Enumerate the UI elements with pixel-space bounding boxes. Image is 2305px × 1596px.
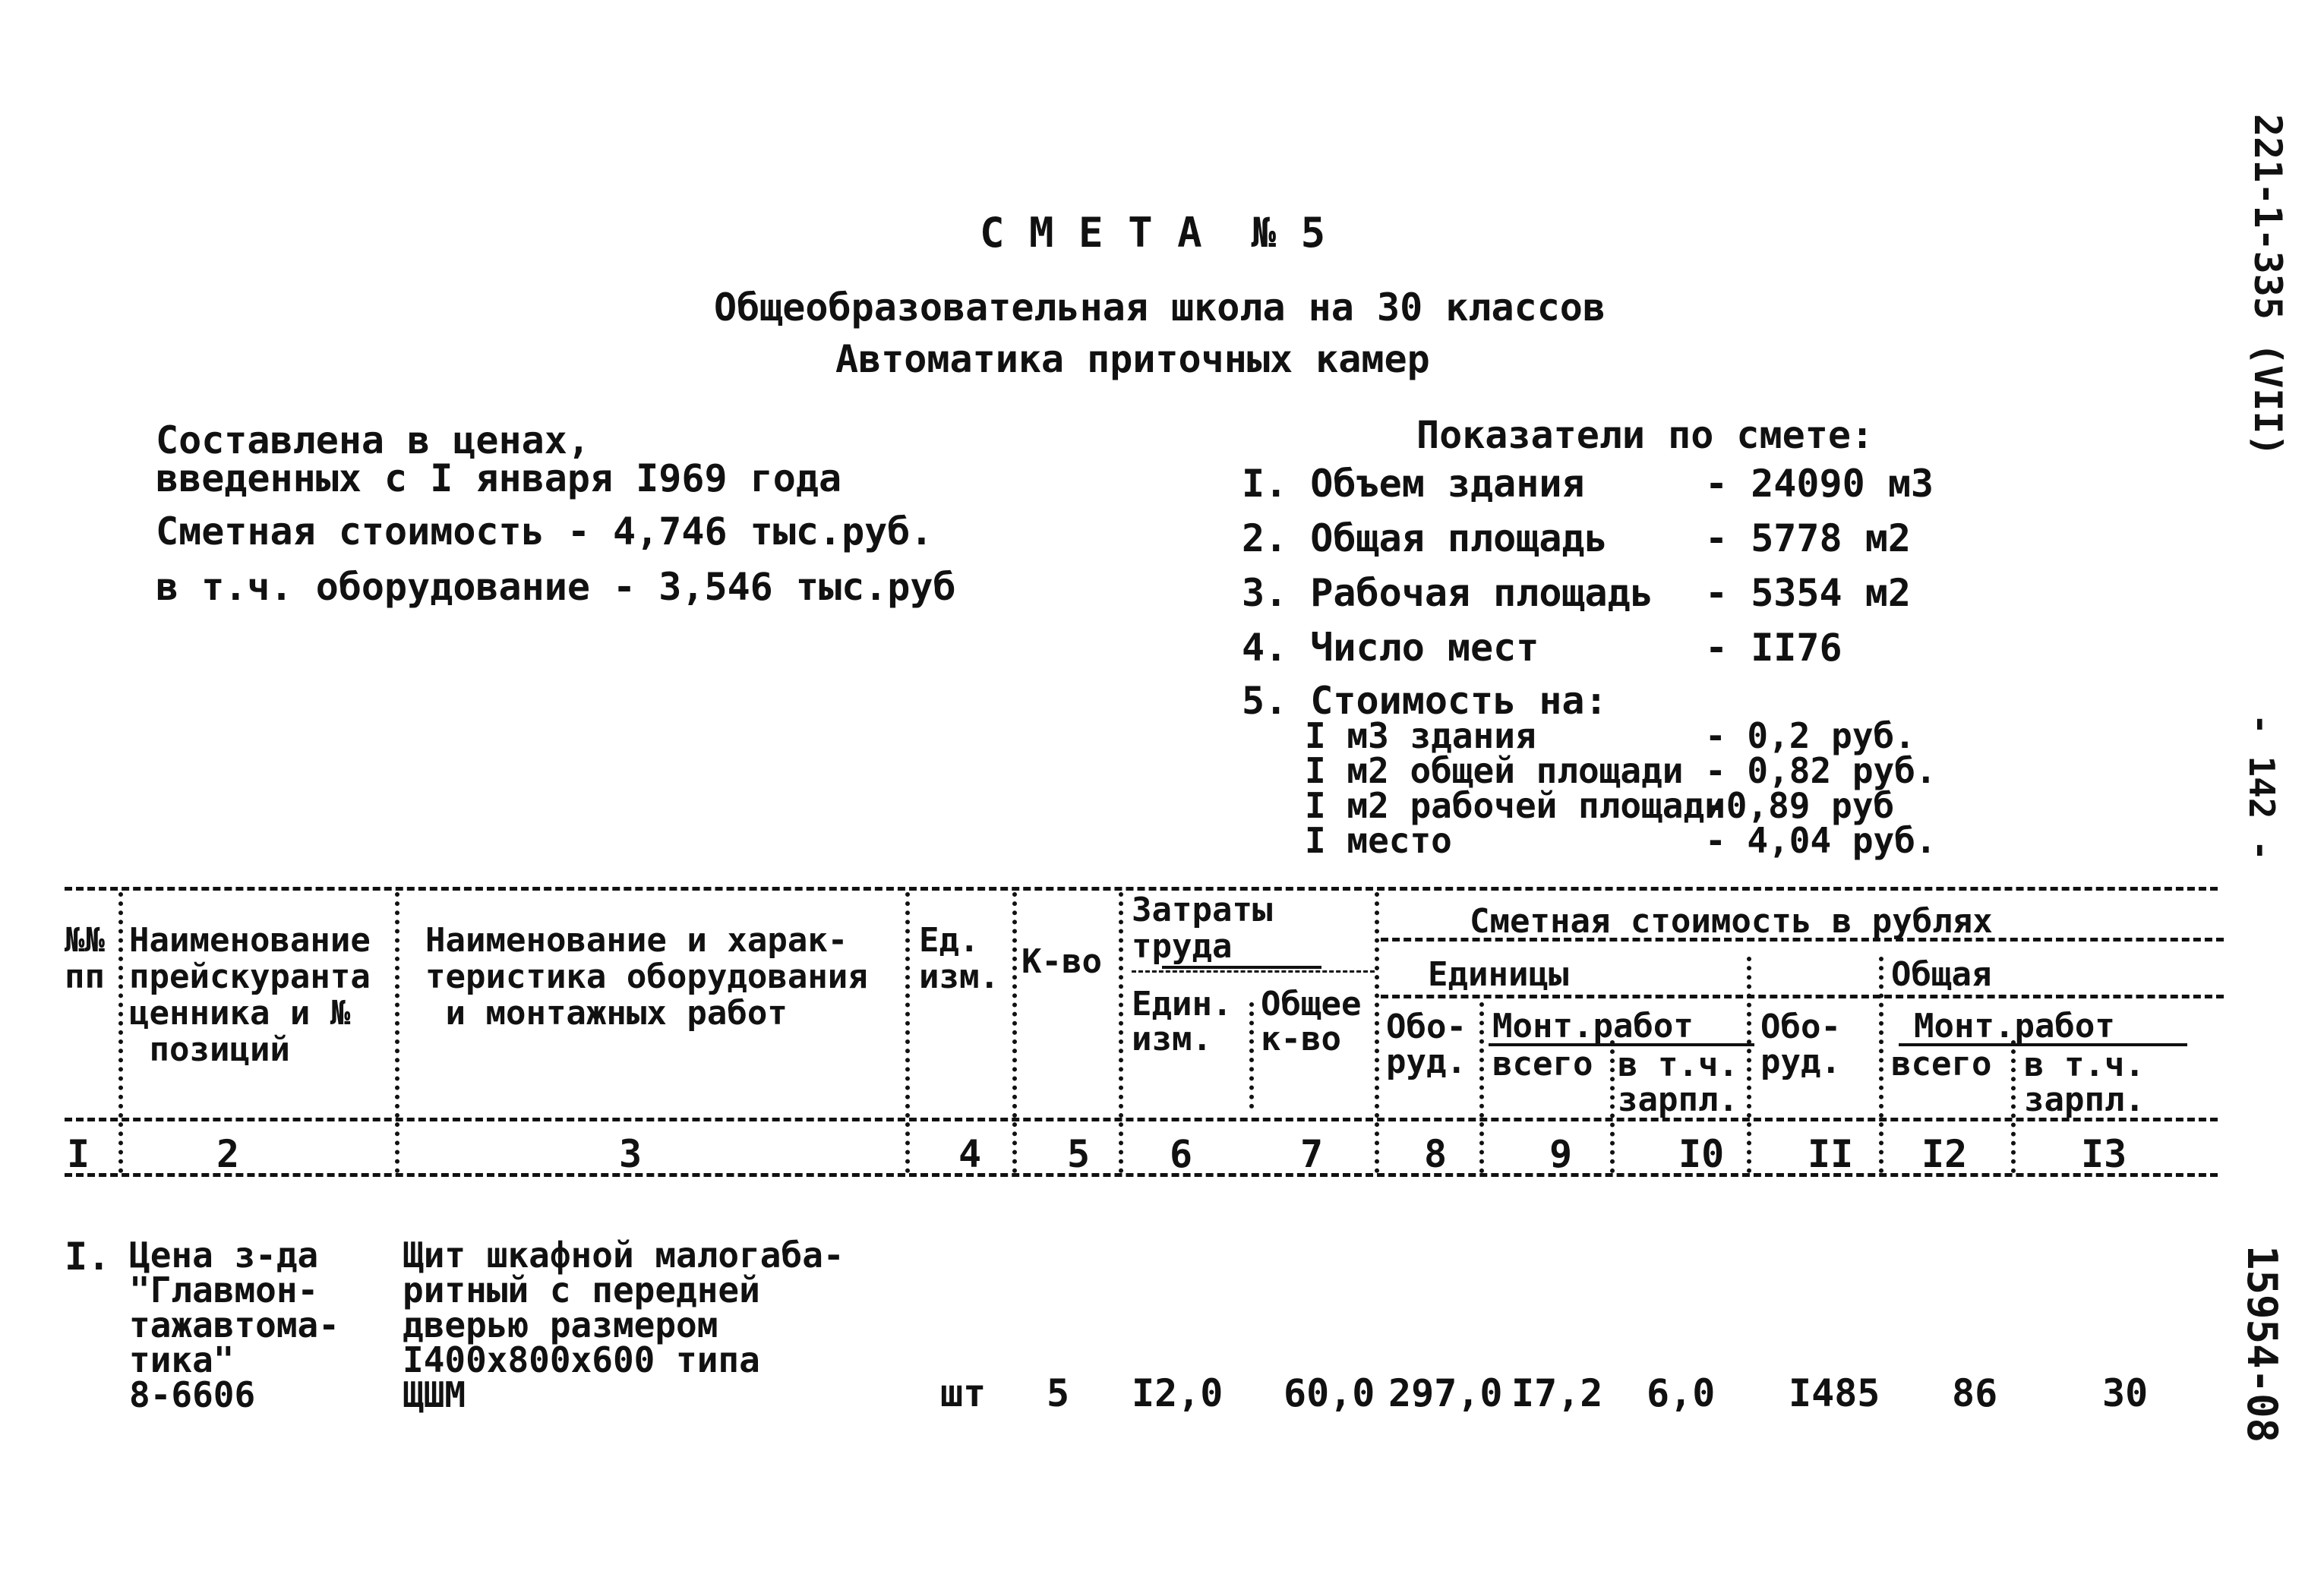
column-separator xyxy=(1610,1040,1615,1173)
indicator-value: - 5354 м2 xyxy=(1705,571,1911,615)
cost-per-value: -0,89 руб xyxy=(1705,785,1895,826)
row-mount-all-total: 86 xyxy=(1952,1371,1998,1415)
column-separator xyxy=(1479,1002,1484,1173)
units-group-rule xyxy=(1381,995,2224,998)
indicator-label: 3. Рабочая площадь xyxy=(1242,571,1653,615)
header-description: Наименование и харак- теристика оборудования и монтажных работ xyxy=(425,921,868,1033)
column-number: 4 xyxy=(958,1132,982,1176)
table-numbers-rule xyxy=(65,1173,2218,1177)
row-labor-total: 60,0 xyxy=(1284,1371,1375,1415)
column-separator xyxy=(1375,892,1379,1173)
cost-per-title: 5. Стоимость на: xyxy=(1242,679,1608,723)
header-total-group: Общая xyxy=(1891,955,1992,994)
indicators-title: Показатели по смете: xyxy=(1416,413,1874,457)
row-mount-wage-unit: 6,0 xyxy=(1647,1371,1716,1415)
column-separator xyxy=(395,892,399,1173)
cost-per-label: I м3 здания xyxy=(1305,715,1536,756)
column-number: 9 xyxy=(1549,1132,1573,1176)
row-equip-unit: 297,0 xyxy=(1388,1371,1503,1415)
header-mount-total: Монт.работ xyxy=(1914,1007,2115,1046)
table-header-rule xyxy=(65,1118,2218,1121)
column-number: 5 xyxy=(1067,1132,1091,1176)
indicator-value: - II76 xyxy=(1705,626,1842,670)
header-equip-unit: Обо- руд. xyxy=(1386,1008,1467,1081)
column-separator xyxy=(905,892,910,1173)
indicator-value: - 5778 м2 xyxy=(1705,516,1911,560)
column-number: 2 xyxy=(216,1132,240,1176)
row-quantity: 5 xyxy=(1047,1371,1070,1415)
header-equip-total: Обо- руд. xyxy=(1760,1008,1841,1081)
row-unit: шт xyxy=(940,1371,987,1415)
column-separator xyxy=(1879,957,1883,1173)
column-separator xyxy=(2011,1040,2016,1173)
column-separator xyxy=(1012,892,1017,1173)
column-number: I xyxy=(67,1132,90,1176)
column-number: I3 xyxy=(2081,1132,2127,1176)
header-cost-group: Сметная стоимость в рублях xyxy=(1470,902,1993,941)
column-number: 7 xyxy=(1300,1132,1324,1176)
prices-line-2: введенных с I января I969 года xyxy=(156,456,842,500)
cost-per-value: - 0,82 руб. xyxy=(1705,750,1937,791)
column-number: I0 xyxy=(1678,1132,1725,1176)
row-labor-unit: I2,0 xyxy=(1132,1371,1224,1415)
column-separator xyxy=(1249,1002,1254,1109)
header-all-total: всего xyxy=(1891,1045,1992,1083)
estimate-subject: Автоматика приточных камер xyxy=(835,337,1430,381)
object-name: Общеобразовательная школа на 30 классов xyxy=(714,285,1606,330)
cost-per-label: I м2 общей площади xyxy=(1305,750,1684,791)
header-unit-group: Единицы xyxy=(1428,955,1569,994)
prices-line-1: Составлена в ценах, xyxy=(156,418,590,462)
column-separator xyxy=(1747,957,1751,1173)
row-mount-wage-total: 30 xyxy=(2102,1371,2149,1415)
labor-underline xyxy=(1162,966,1321,969)
equipment-cost: в т.ч. оборудование - 3,546 тыс.руб xyxy=(156,565,956,609)
column-separator xyxy=(118,892,123,1173)
cost-per-label: I место xyxy=(1305,820,1452,861)
header-quantity: К-во xyxy=(1021,942,1102,981)
row-equip-total: I485 xyxy=(1789,1371,1880,1415)
column-number: 3 xyxy=(619,1132,643,1176)
header-row-number: №№ пп xyxy=(65,921,105,996)
cost-per-value: - 0,2 руб. xyxy=(1705,715,1915,756)
margin-code-bottom: 15954-08 xyxy=(2238,1245,2286,1443)
indicator-label: I. Объем здания xyxy=(1242,462,1585,506)
estimated-cost: Сметная стоимость - 4,746 тыс.руб. xyxy=(156,509,933,554)
column-number: II xyxy=(1808,1132,1854,1176)
header-wage-total: в т.ч. зарпл. xyxy=(2024,1046,2145,1119)
page-number: - 142 - xyxy=(2241,714,2282,861)
header-all-unit: всего xyxy=(1492,1045,1593,1083)
indicator-value: - 24090 м3 xyxy=(1705,462,1934,506)
header-labor-total: Общее к-во xyxy=(1261,985,1362,1058)
indicator-label: 4. Число мест xyxy=(1242,626,1539,670)
document-title: С М Е Т А № 5 xyxy=(980,209,1326,257)
labor-split-rule xyxy=(1132,970,1375,973)
row-mount-all-unit: I7,2 xyxy=(1511,1371,1603,1415)
column-number: I2 xyxy=(1921,1132,1968,1176)
row-number: I. xyxy=(65,1235,111,1279)
column-separator xyxy=(1119,892,1123,1173)
header-labor: Затраты труда xyxy=(1132,891,1273,966)
header-mount-unit: Монт.работ xyxy=(1492,1007,1694,1046)
cost-per-value: - 4,04 руб. xyxy=(1705,820,1937,861)
row-pricelist: Цена з-да "Главмон- тажавтома- тика" 8-6606 xyxy=(129,1235,339,1415)
header-labor-unit: Един. изм. xyxy=(1132,985,1233,1058)
column-number: 8 xyxy=(1424,1132,1448,1176)
margin-code-top: 221-1-335 (VII) xyxy=(2246,114,2290,457)
row-description: Щит шкафной малогаба- ритный с передней дверью размером I400х800х600 типа ЩШМ xyxy=(403,1235,845,1415)
header-wage-unit: в т.ч. зарпл. xyxy=(1618,1046,1738,1119)
column-number: 6 xyxy=(1170,1132,1193,1176)
indicator-label: 2. Общая площадь xyxy=(1242,516,1608,560)
header-pricelist: Наименование прейскуранта ценника и № позиций xyxy=(129,921,371,1069)
cost-per-label: I м2 рабочей площади xyxy=(1305,785,1726,826)
header-unit: Ед. изм. xyxy=(919,921,999,996)
